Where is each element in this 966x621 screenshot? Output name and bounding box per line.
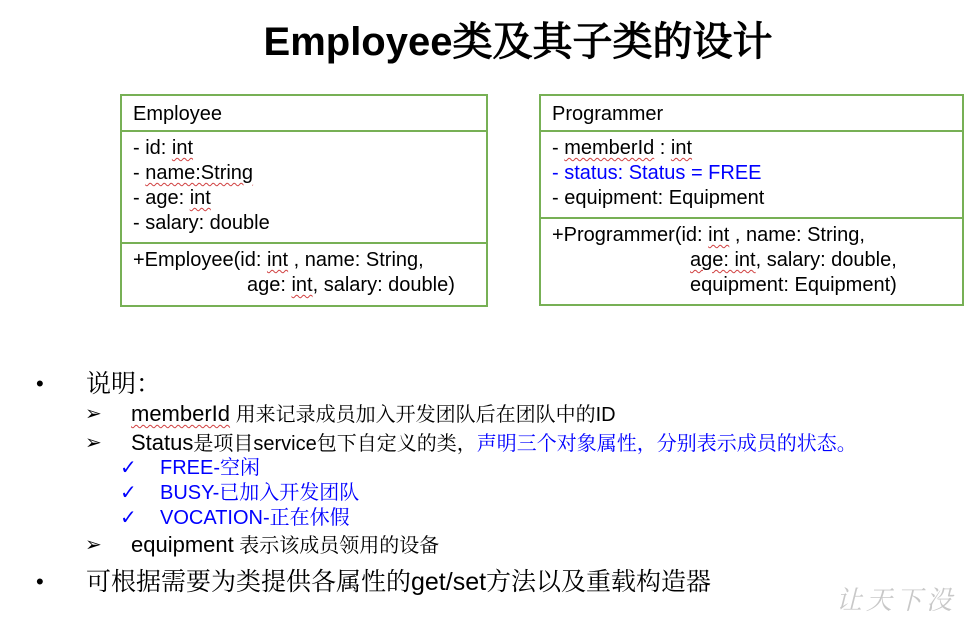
note-highlight-status: 声明三个对象属性，分别表示成员的状态。 xyxy=(476,433,857,455)
status-value-busy-text: BUSY-已加入开发团队 xyxy=(160,482,360,504)
programmer-ctor-line3: equipment: Equipment) xyxy=(690,274,897,296)
employee-class-name: Employee xyxy=(133,103,222,125)
note-item-memberid xyxy=(85,401,616,428)
employee-attr-age: - age: int xyxy=(133,187,211,209)
note-item-equipment xyxy=(85,532,440,559)
status-value-vocation xyxy=(120,506,350,531)
programmer-attr-status: - status: Status = FREE xyxy=(552,162,762,184)
programmer-class-name: Programmer xyxy=(552,103,664,125)
check-icon: ✓ xyxy=(120,482,137,504)
note-term-status: Status xyxy=(131,430,194,455)
check-icon: ✓ xyxy=(120,457,137,479)
bullet-dot-icon: • xyxy=(36,569,44,594)
employee-attr-name-text: name:String xyxy=(145,162,254,184)
notes-footer-item xyxy=(36,566,712,598)
note-term-memberid: memberId xyxy=(131,401,231,426)
note-term-equipment: equipment xyxy=(131,532,234,557)
check-icon: ✓ xyxy=(120,507,137,529)
programmer-class-box xyxy=(539,94,964,306)
employee-attr-id: - id: int xyxy=(133,137,194,159)
programmer-attr-memberid: - memberId : int xyxy=(552,137,693,159)
notes-footer: 可根据需要为类提供各属性的get/set方法以及重载构造器 xyxy=(86,568,712,596)
arrow-bullet-icon: ➢ xyxy=(85,432,102,454)
note-text-status: 是项目service包下自定义的类， xyxy=(193,433,477,455)
employee-attr-name: - name:String xyxy=(133,162,254,184)
bullet-dot-icon: • xyxy=(36,371,44,396)
note-item-status xyxy=(85,430,857,457)
employee-constructor xyxy=(122,242,486,304)
employee-class-box xyxy=(120,94,488,307)
programmer-ctor-line2: age: int, salary: double, xyxy=(690,249,897,271)
status-value-vocation-text: VOCATION-正在休假 xyxy=(160,507,350,529)
employee-attr-age-type: int xyxy=(189,187,211,209)
employee-attributes xyxy=(122,130,486,242)
programmer-constructor xyxy=(541,217,962,304)
status-value-free xyxy=(120,456,260,481)
watermark: 让天下没 xyxy=(835,586,956,616)
programmer-attr-equipment: - equipment: Equipment xyxy=(552,187,765,209)
status-value-free-text: FREE-空闲 xyxy=(160,457,260,479)
programmer-ctor-line1: +Programmer(id: int , name: String, xyxy=(552,224,865,246)
employee-attr-salary: - salary: double xyxy=(133,212,270,234)
employee-attr-id-type: int xyxy=(171,137,194,159)
page-title: Employee类及其子类的设计 xyxy=(263,20,773,64)
employee-ctor-line1: +Employee(id: int , name: String, xyxy=(133,249,424,271)
notes-heading-item xyxy=(36,368,162,400)
employee-ctor-line2: age: int, salary: double) xyxy=(247,274,455,296)
arrow-bullet-icon: ➢ xyxy=(85,403,102,425)
arrow-bullet-icon: ➢ xyxy=(85,534,102,556)
status-value-busy xyxy=(120,481,360,506)
notes-heading: 说明： xyxy=(86,370,162,398)
note-text-memberid: 用来记录成员加入开发团队后在团队中的ID xyxy=(230,404,616,426)
programmer-attributes xyxy=(541,130,962,217)
note-text-equipment: 表示该成员领用的设备 xyxy=(233,535,440,557)
